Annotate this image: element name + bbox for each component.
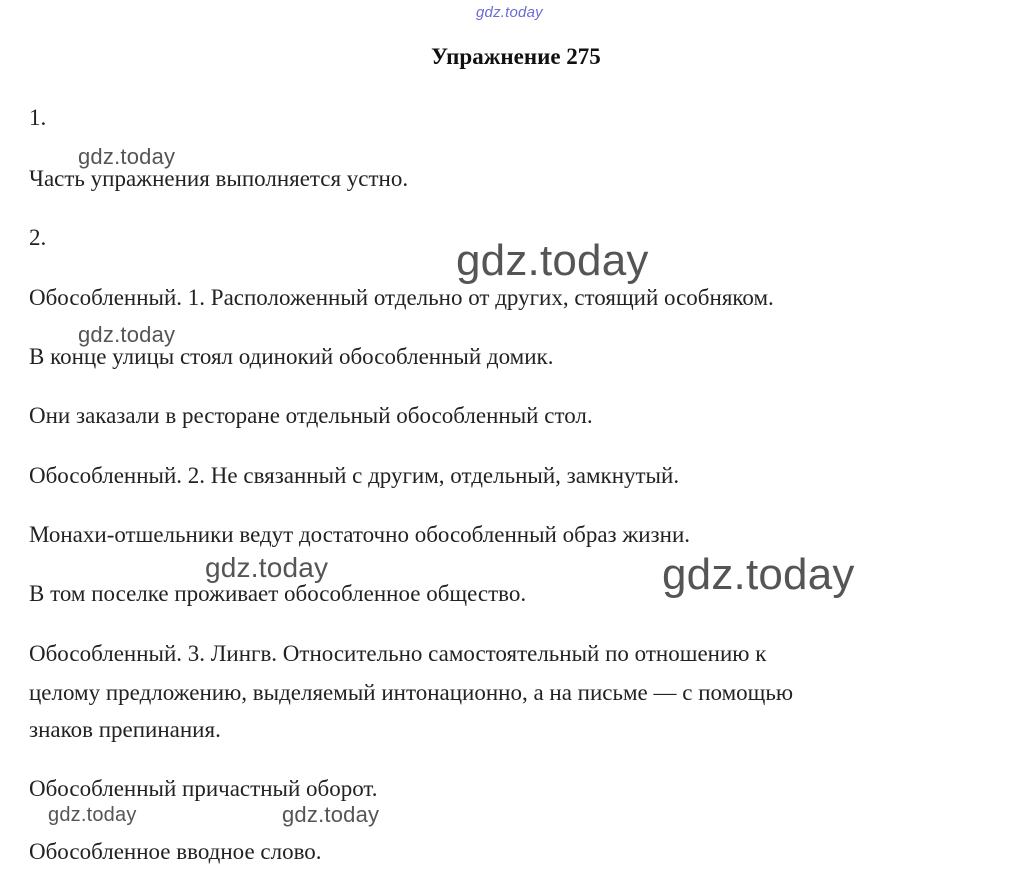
example-line: Обособленный причастный оборот. [29,776,378,801]
example-line: Монахи-отшельники ведут достаточно обособленный образ жизни. [29,522,691,547]
definition-line: целому предложению, выделяемый интонационно, а на письме — с помощью [29,680,794,705]
watermark-small: gdz.today [205,552,329,583]
text-line: Часть упражнения выполняется устно. [29,166,409,191]
watermark-small: gdz.today [78,322,176,347]
watermark-small: gdz.today [78,144,176,169]
example-line: В конце улицы стоял одинокий обособленный домик. [29,344,554,369]
watermark-large: gdz.today [456,236,649,285]
example-line: Они заказали в ресторане отдельный обособленный стол. [29,403,593,428]
item-number-1: 1. [29,105,47,130]
watermark-top: gdz.today [476,4,543,21]
example-line: Обособленное вводное слово. [29,839,322,864]
exercise-title: Упражнение 275 [431,44,601,69]
watermark-small: gdz.today [282,802,380,827]
watermark-large: gdz.today [662,550,855,599]
example-line: В том поселке проживает обособленное общество. [29,581,527,606]
definition-line: Обособленный. 3. Лингв. Относительно самостоятельный по отношению к [29,641,767,666]
definition-line: Обособленный. 2. Не связанный с другим, отдельный, замкнутый. [29,463,680,488]
item-number-2: 2. [29,225,47,250]
watermark-small: gdz.today [48,804,137,826]
definition-line: Обособленный. 1. Расположенный отдельно от других, стоящий особняком. [29,285,774,310]
definition-line: знаков препинания. [29,717,221,742]
